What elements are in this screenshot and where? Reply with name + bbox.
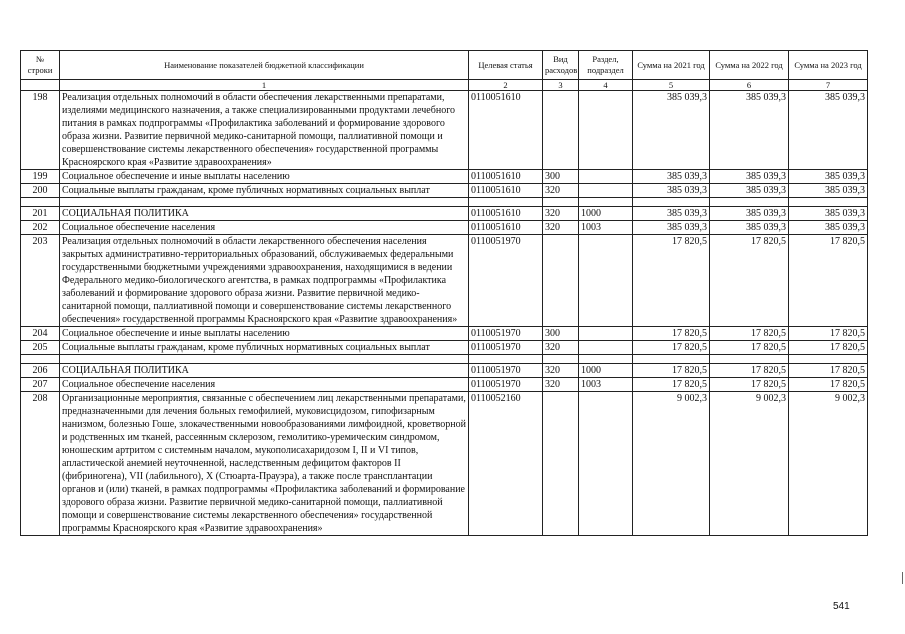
- spacer-cell: [543, 355, 579, 364]
- spacer-cell: [633, 198, 710, 207]
- spacer-cell: [543, 198, 579, 207]
- row-sum-2023: 17 820,5: [789, 341, 868, 355]
- colnum-3: 3: [543, 80, 579, 91]
- row-name: Социальные выплаты гражданам, кроме публичных нормативных социальных выплат: [60, 341, 469, 355]
- row-target: 0110052160: [469, 392, 543, 536]
- row-sum-2022: 385 039,3: [710, 91, 789, 170]
- row-sum-2021: 385 039,3: [633, 170, 710, 184]
- header-row-no: № строки: [21, 51, 60, 80]
- row-sum-2023: 9 002,3: [789, 392, 868, 536]
- row-sum-2023: 385 039,3: [789, 221, 868, 235]
- spacer-row: [21, 355, 868, 364]
- row-name: Социальное обеспечение населения: [60, 378, 469, 392]
- table-row: [21, 184, 868, 198]
- row-sum-2021: 385 039,3: [633, 91, 710, 170]
- colnum-4: 4: [579, 80, 633, 91]
- header-row: [21, 51, 868, 80]
- table-row: [21, 327, 868, 341]
- row-type: 320: [543, 341, 579, 355]
- row-sum-2023: 385 039,3: [789, 170, 868, 184]
- spacer-cell: [469, 355, 543, 364]
- row-section: [579, 184, 633, 198]
- row-sum-2021: 9 002,3: [633, 392, 710, 536]
- table-row: [21, 235, 868, 327]
- row-sum-2023: 17 820,5: [789, 235, 868, 327]
- row-sum-2022: 385 039,3: [710, 170, 789, 184]
- row-name: Реализация отдельных полномочий в области лекарственного обеспечения населения закрытых административно-территориальных образований, обслуживаемых федеральными государственными бюджетными учреждениями здравоохранения, находящимися в ведении Федерального медико-биологического агентства, в рамках подпрограммы «Профилактика заболеваний и формирование здорового образа жизни. Развитие первичной медико-санитарной помощи, паллиативной помощи и совершенствование системы лекарственного обеспечения» государственной программы Красноярского края «Развитие здравоохранения»: [60, 235, 469, 327]
- header-type: Вид расходов: [543, 51, 579, 80]
- row-name: Организационные мероприятия, связанные с обеспечением лиц лекарственными препаратами, предназначенными для лечения больных гемофилией, муковисцидозом, гипофизарным нанизмом, болезнью Гоше, злокачественными новообразованиями лимфоидной, кроветворной и родственных им тканей, рассеянным склерозом, гемолитико-уремическим синдромом, юношеским артритом с системным началом, мукополисахаридозом I, II и VI типов, апластической анемией неуточненной, наследственным дефицитом факторов II (фибриногена), VII (лабильного), X (Стюарта-Прауэра), а также после трансплантации органов и (или) тканей, в рамках подпрограммы «Профилактика заболеваний и формирование здорового образа жизни. Развитие первичной медико-санитарной помощи, паллиативной помощи и совершенствование системы лекарственного обеспечения» государственной программы Красноярского края «Развитие здравоохранения»: [60, 392, 469, 536]
- row-number: 203: [21, 235, 60, 327]
- row-sum-2023: 385 039,3: [789, 91, 868, 170]
- row-target: 0110051610: [469, 170, 543, 184]
- row-section: [579, 170, 633, 184]
- row-number: 200: [21, 184, 60, 198]
- header-name: Наименование показателей бюджетной классификации: [60, 51, 469, 80]
- row-sum-2021: 17 820,5: [633, 327, 710, 341]
- row-target: 0110051610: [469, 221, 543, 235]
- table-row: [21, 341, 868, 355]
- row-sum-2021: 17 820,5: [633, 364, 710, 378]
- row-name: Реализация отдельных полномочий в области обеспечения лекарственными препаратами, изделиями медицинского назначения, а также специализированными продуктами лечебного питания в рамках подпрограммы «Профилактика заболеваний и формирование здорового образа жизни. Развитие первичной медико-санитарной помощи, паллиативной помощи и совершенствование системы лекарственного обеспечения» государственной программы Красноярского края «Развитие здравоохранения»: [60, 91, 469, 170]
- row-section: [579, 327, 633, 341]
- spacer-cell: [789, 198, 868, 207]
- column-number-row: [21, 80, 868, 91]
- colnum-empty: [21, 80, 60, 91]
- row-target: 0110051970: [469, 378, 543, 392]
- row-sum-2022: 17 820,5: [710, 364, 789, 378]
- table-row: [21, 170, 868, 184]
- spacer-cell: [60, 355, 469, 364]
- row-name: Социальные выплаты гражданам, кроме публичных нормативных социальных выплат: [60, 184, 469, 198]
- row-target: 0110051610: [469, 184, 543, 198]
- table-row: [21, 392, 868, 536]
- row-sum-2021: 385 039,3: [633, 221, 710, 235]
- row-section: [579, 341, 633, 355]
- spacer-cell: [21, 355, 60, 364]
- row-section: 1003: [579, 221, 633, 235]
- row-name: Социальное обеспечение населения: [60, 221, 469, 235]
- header-section: Раздел, подраздел: [579, 51, 633, 80]
- row-sum-2021: 385 039,3: [633, 184, 710, 198]
- header-target: Целевая статья: [469, 51, 543, 80]
- table-row: [21, 91, 868, 170]
- row-number: 202: [21, 221, 60, 235]
- row-type: [543, 91, 579, 170]
- header-sum-2021: Сумма на 2021 год: [633, 51, 710, 80]
- row-number: 201: [21, 207, 60, 221]
- row-name: СОЦИАЛЬНАЯ ПОЛИТИКА: [60, 207, 469, 221]
- table-row: [21, 221, 868, 235]
- row-sum-2021: 17 820,5: [633, 341, 710, 355]
- page-number: 541: [833, 601, 850, 612]
- row-sum-2023: 17 820,5: [789, 364, 868, 378]
- row-type: 320: [543, 221, 579, 235]
- row-type: 300: [543, 327, 579, 341]
- colnum-1: 1: [60, 80, 469, 91]
- row-target: 0110051970: [469, 341, 543, 355]
- colnum-7: 7: [789, 80, 868, 91]
- row-sum-2023: 17 820,5: [789, 378, 868, 392]
- spacer-cell: [633, 355, 710, 364]
- row-number: 208: [21, 392, 60, 536]
- row-type: 320: [543, 364, 579, 378]
- header-sum-2023: Сумма на 2023 год: [789, 51, 868, 80]
- row-name: Социальное обеспечение и иные выплаты населению: [60, 170, 469, 184]
- row-section: [579, 392, 633, 536]
- spacer-cell: [710, 198, 789, 207]
- row-section: 1003: [579, 378, 633, 392]
- row-sum-2022: 17 820,5: [710, 341, 789, 355]
- row-sum-2022: 17 820,5: [710, 235, 789, 327]
- row-type: 320: [543, 207, 579, 221]
- row-number: 198: [21, 91, 60, 170]
- table-row: [21, 378, 868, 392]
- row-section: 1000: [579, 207, 633, 221]
- row-section: [579, 235, 633, 327]
- colnum-6: 6: [710, 80, 789, 91]
- row-name: Социальное обеспечение и иные выплаты населению: [60, 327, 469, 341]
- header-sum-2022: Сумма на 2022 год: [710, 51, 789, 80]
- spacer-cell: [579, 355, 633, 364]
- row-type: [543, 392, 579, 536]
- spacer-row: [21, 198, 868, 207]
- colnum-2: 2: [469, 80, 543, 91]
- row-sum-2023: 385 039,3: [789, 184, 868, 198]
- row-name: СОЦИАЛЬНАЯ ПОЛИТИКА: [60, 364, 469, 378]
- row-number: 199: [21, 170, 60, 184]
- row-target: 0110051610: [469, 207, 543, 221]
- spacer-cell: [789, 355, 868, 364]
- spacer-cell: [21, 198, 60, 207]
- row-sum-2022: 9 002,3: [710, 392, 789, 536]
- row-number: 207: [21, 378, 60, 392]
- row-sum-2022: 385 039,3: [710, 221, 789, 235]
- margin-mark: [902, 572, 903, 584]
- row-type: 320: [543, 184, 579, 198]
- row-sum-2023: 385 039,3: [789, 207, 868, 221]
- spacer-cell: [710, 355, 789, 364]
- row-sum-2023: 17 820,5: [789, 327, 868, 341]
- row-target: 0110051610: [469, 91, 543, 170]
- row-sum-2021: 385 039,3: [633, 207, 710, 221]
- row-sum-2022: 17 820,5: [710, 378, 789, 392]
- spacer-cell: [60, 198, 469, 207]
- row-section: 1000: [579, 364, 633, 378]
- row-section: [579, 91, 633, 170]
- row-sum-2021: 17 820,5: [633, 378, 710, 392]
- row-sum-2022: 385 039,3: [710, 207, 789, 221]
- row-type: [543, 235, 579, 327]
- colnum-5: 5: [633, 80, 710, 91]
- row-target: 0110051970: [469, 327, 543, 341]
- row-sum-2022: 385 039,3: [710, 184, 789, 198]
- table-body: [21, 91, 868, 536]
- row-target: 0110051970: [469, 235, 543, 327]
- row-sum-2022: 17 820,5: [710, 327, 789, 341]
- budget-table: [20, 50, 868, 536]
- table-row: [21, 207, 868, 221]
- row-target: 0110051970: [469, 364, 543, 378]
- row-type: 300: [543, 170, 579, 184]
- row-type: 320: [543, 378, 579, 392]
- table-row: [21, 364, 868, 378]
- spacer-cell: [469, 198, 543, 207]
- spacer-cell: [579, 198, 633, 207]
- row-number: 205: [21, 341, 60, 355]
- row-number: 206: [21, 364, 60, 378]
- row-number: 204: [21, 327, 60, 341]
- row-sum-2021: 17 820,5: [633, 235, 710, 327]
